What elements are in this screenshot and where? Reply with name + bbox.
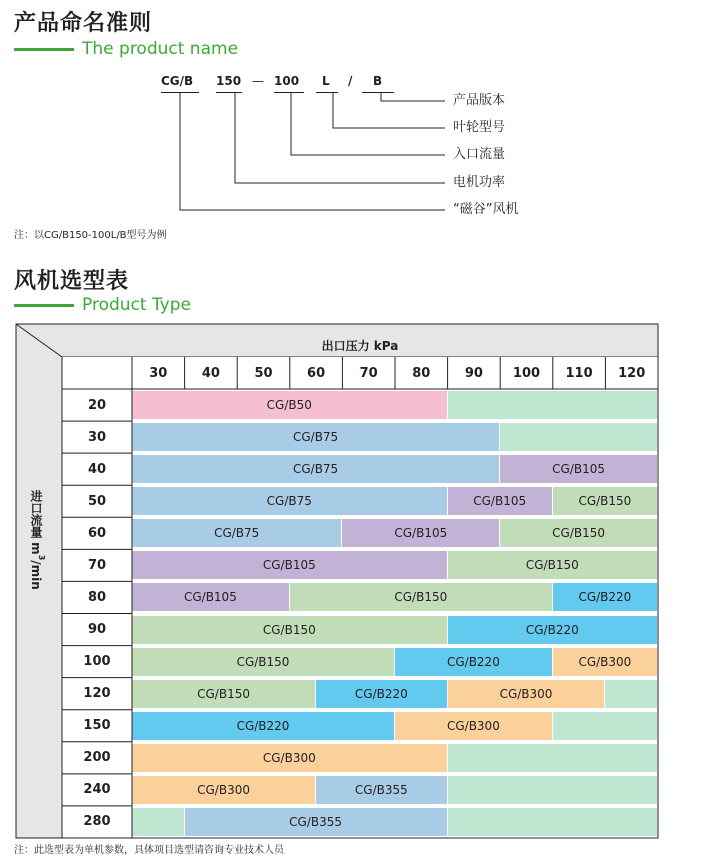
naming-subtitle: The product name <box>82 39 239 59</box>
pressure-header-80: 80 <box>412 365 431 381</box>
model-cell-cg-b300: CG/B300 <box>553 648 657 676</box>
selection-note: 注：此选型表为单机参数，具体项目选型请咨询专业技术人员 <box>14 845 284 856</box>
code-version: B <box>373 74 383 88</box>
flow-row-label-100: 100 <box>83 654 111 670</box>
selection-subtitle: Product Type <box>82 295 191 315</box>
model-cell-cg-b105: CG/B105 <box>500 455 657 483</box>
model-cell-cg-b150: CG/B150 <box>132 680 315 708</box>
model-cell-cg-b150: CG/B150 <box>132 616 447 644</box>
flow-row-label-40: 40 <box>87 461 107 477</box>
naming-note: 注：以CG/B150-100L/B型号为例 <box>14 230 167 241</box>
model-cell-cg-b105: CG/B105 <box>132 551 447 579</box>
flow-row-label-200: 200 <box>83 750 111 766</box>
flow-row-label-120: 120 <box>83 686 111 702</box>
flow-row-label-280: 280 <box>83 814 111 830</box>
code-impeller: L <box>322 74 330 88</box>
model-cell-cg-b355: CG/B355 <box>316 776 447 804</box>
flow-row-label-60: 60 <box>87 525 107 541</box>
model-cell-cg-b75: CG/B75 <box>132 487 447 515</box>
code-series: CG/B <box>161 74 194 88</box>
label-power: 电机功率 <box>453 175 506 190</box>
pressure-header-70: 70 <box>359 365 378 381</box>
flow-axis-label: 进口流量 m <box>29 490 43 555</box>
model-cell-cg-b220: CG/B220 <box>553 583 657 611</box>
model-cell-cg-b105: CG/B105 <box>448 487 552 515</box>
model-cell-cg-b105: CG/B105 <box>132 583 289 611</box>
model-cell-cg-b150: CG/B150 <box>448 551 657 579</box>
pressure-axis-header: 出口压力 kPa <box>321 338 399 353</box>
model-cell-cg-b105: CG/B105 <box>342 519 499 547</box>
model-cell-cg-b300: CG/B300 <box>395 712 552 740</box>
pressure-header-110: 110 <box>565 365 593 381</box>
flow-row-label-20: 20 <box>87 397 107 413</box>
code-flow: 100 <box>274 74 300 88</box>
model-cell-cg-b300: CG/B300 <box>132 744 447 772</box>
pressure-header-90: 90 <box>464 365 483 381</box>
label-brand: “磁谷”风机 <box>453 202 519 217</box>
model-cell-cg-b220: CG/B220 <box>448 616 657 644</box>
model-cell-cg-b300: CG/B300 <box>132 776 315 804</box>
flow-row-label-70: 70 <box>87 557 107 573</box>
label-version: 产品版本 <box>453 93 506 108</box>
flow-axis-unit: /min <box>29 560 43 590</box>
model-cell-cg-b150: CG/B150 <box>132 648 394 676</box>
label-impeller: 叶轮型号 <box>453 120 506 135</box>
flow-row-label-80: 80 <box>87 589 107 605</box>
flow-row-label-90: 90 <box>87 622 107 638</box>
model-cell-cg-b150: CG/B150 <box>553 487 657 515</box>
flow-row-label-240: 240 <box>83 782 111 798</box>
code-power: 150 <box>216 74 242 88</box>
model-cell-cg-b300: CG/B300 <box>448 680 605 708</box>
flow-row-label-150: 150 <box>83 718 111 734</box>
model-cell-cg-b220: CG/B220 <box>395 648 552 676</box>
code-dash: — <box>252 74 264 88</box>
model-cell-cg-b220: CG/B220 <box>316 680 447 708</box>
label-flow: 入口流量 <box>453 147 506 162</box>
pressure-header-40: 40 <box>201 365 220 381</box>
model-cell-cg-b75: CG/B75 <box>132 519 341 547</box>
model-cell-cg-b220: CG/B220 <box>132 712 394 740</box>
model-cell-cg-b75: CG/B75 <box>132 455 499 483</box>
model-cell-cg-b150: CG/B150 <box>290 583 552 611</box>
model-cell-cg-b50: CG/B50 <box>132 391 447 419</box>
naming-title: 产品命名准则 <box>14 11 153 36</box>
pressure-header-120: 120 <box>618 365 646 381</box>
pressure-header-30: 30 <box>149 365 168 381</box>
model-cell-cg-b75: CG/B75 <box>132 423 499 451</box>
flow-axis-exponent: 3 <box>37 554 46 561</box>
pressure-header-60: 60 <box>307 365 326 381</box>
code-slash: / <box>348 74 353 88</box>
model-cell-cg-b355: CG/B355 <box>185 808 447 836</box>
flow-row-label-30: 30 <box>87 429 107 445</box>
selection-title: 风机选型表 <box>14 269 130 294</box>
model-cell-cg-b150: CG/B150 <box>500 519 657 547</box>
pressure-header-100: 100 <box>512 365 541 381</box>
pressure-header-50: 50 <box>254 365 273 381</box>
flow-row-label-50: 50 <box>87 493 107 509</box>
